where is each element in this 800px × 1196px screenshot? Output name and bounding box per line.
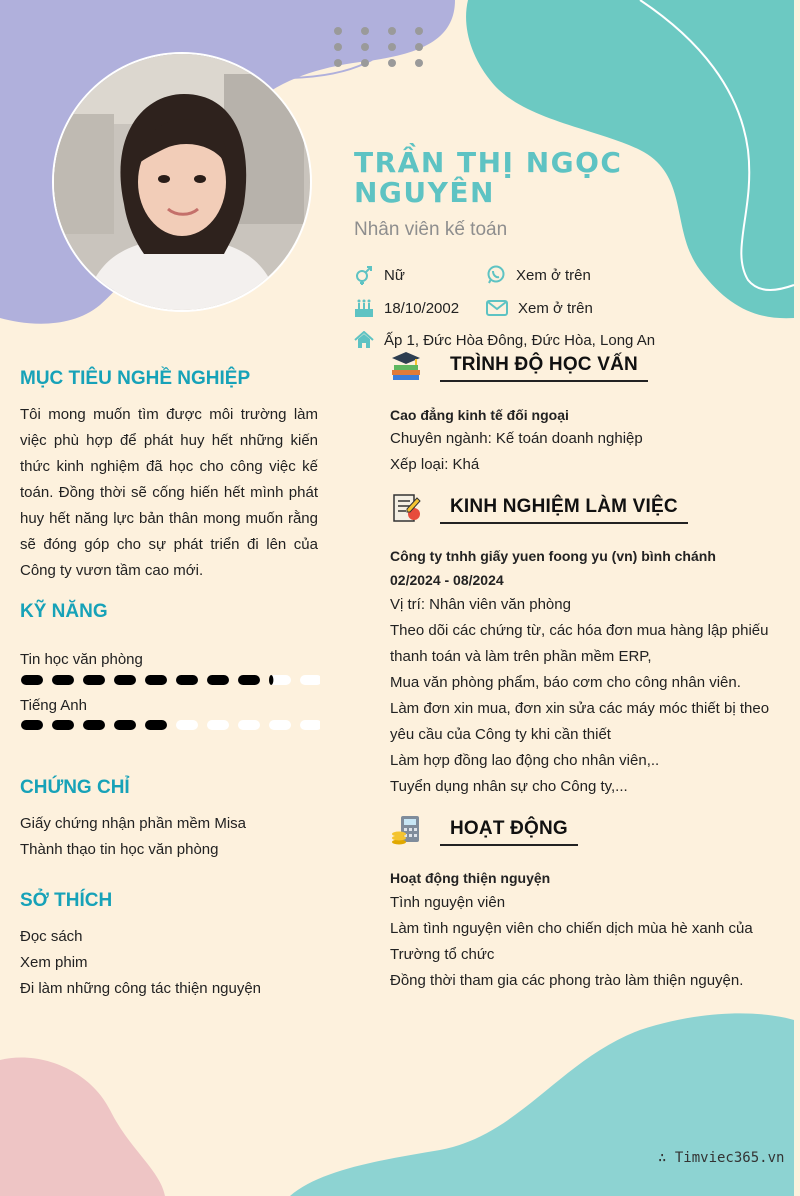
address-text: Ấp 1, Đức Hòa Đông, Đức Hòa, Long An (384, 331, 656, 349)
email-row (486, 298, 593, 318)
activities-header (390, 814, 578, 846)
hobby-item: Xem phim (20, 954, 88, 971)
skill-segment-filled (176, 675, 198, 685)
work-position: Vị trí: Nhân viên văn phòng (390, 596, 571, 613)
home-icon (354, 331, 374, 349)
activity-line: Làm tình nguyện viên cho chiến dịch mùa hè xanh của Trường tổ chức (390, 920, 753, 963)
school-name: Cao đẳng kinh tế đối ngoại (390, 407, 569, 423)
skill-segment-empty (176, 720, 198, 730)
experience-header (390, 492, 688, 524)
birthday-cake-icon (354, 298, 374, 318)
profile-photo (52, 52, 312, 312)
hobby-item: Đọc sách (20, 928, 83, 945)
phone-icon (486, 265, 506, 285)
certificates-heading: CHỨNG CHỈ (20, 777, 130, 798)
education-heading: TRÌNH ĐỘ HỌC VẤN (440, 354, 648, 382)
skill-segment-filled (145, 675, 167, 685)
skill-segment-filled (83, 675, 105, 685)
skill-segment-empty (238, 720, 260, 730)
candidate-name: TRẦN THỊ NGỌC NGUYÊN (354, 146, 623, 209)
career-goal-text: Tôi mong muốn tìm được môi trường làm việc phù hợp để phát huy hết những kiến thức kinh nghiệm đã học cho công việc kế toán. Đồng thời sẽ cống hiến hết mình phát huy hết năng lực bản thân mong muốn rằng sẽ đóng góp cho sự phát triển đi lên của Công ty vươn tầm cao mới. (20, 406, 318, 579)
skill-segment-empty (300, 720, 320, 730)
skill-bar-office (20, 673, 320, 687)
skill-bar-english (20, 718, 320, 732)
skills-heading: KỸ NĂNG (20, 601, 108, 622)
duty-item: Mua văn phòng phẩm, báo cơm cho công nhân viên. (390, 674, 741, 691)
hobby-item: Đi làm những công tác thiện nguyện (20, 980, 262, 997)
skill-segment-empty (300, 675, 320, 685)
skill-segment-empty (269, 720, 291, 730)
skill-segment-filled (52, 720, 74, 730)
skill-label-office: Tin học văn phòng (20, 651, 143, 668)
skill-segment-filled (52, 675, 74, 685)
career-goal-heading: MỤC TIÊU NGHỀ NGHIỆP (20, 368, 251, 389)
skill-segment-filled (114, 675, 136, 685)
skill-segment-filled (269, 675, 273, 685)
skill-segment-filled (145, 720, 167, 730)
graduation-books-icon (390, 350, 422, 382)
birthday-text: 18/10/2002 (384, 299, 460, 317)
skill-label-english: Tiếng Anh (20, 697, 87, 714)
email-text: Xem ở trên (518, 299, 593, 317)
phone-text: Xem ở trên (516, 266, 591, 284)
skill-segment-filled (207, 675, 229, 685)
gender-row (354, 265, 405, 285)
company-name: Công ty tnhh giấy yuen foong yu (vn) bình chánh (390, 548, 716, 564)
skill-segment-filled (21, 675, 43, 685)
birthday-row (354, 298, 459, 318)
gender-icon (354, 265, 374, 285)
gender-text: Nữ (384, 266, 405, 284)
hobbies-heading: SỞ THÍCH (20, 890, 113, 911)
duty-item: Theo dõi các chứng từ, các hóa đơn mua hàng lập phiếu thanh toán và làm trên phần mềm ERP, (390, 622, 769, 665)
activities-heading: HOẠT ĐỘNG (440, 818, 578, 846)
certificate-item: Thành thạo tin học văn phòng (20, 841, 219, 858)
work-period: 02/2024 - 08/2024 (390, 572, 504, 588)
job-title: Nhân viên kế toán (354, 219, 508, 240)
duty-item: Làm đơn xin mua, đơn xin sửa các máy móc thiết bị theo yêu cầu của Công ty khi cần thiết (390, 700, 770, 743)
calculator-coins-icon (390, 814, 422, 846)
duty-item: Làm hợp đồng lao động cho nhân viên,.. (390, 752, 660, 769)
certificate-item: Giấy chứng nhận phần mềm Misa (20, 815, 246, 832)
duty-item: Tuyển dụng nhân sự cho Công ty,... (390, 778, 628, 795)
envelope-icon (486, 298, 508, 318)
skill-segment-empty (207, 720, 229, 730)
skill-segment-filled (21, 720, 43, 730)
activity-role: Tình nguyện viên (390, 894, 506, 911)
activity-name: Hoạt động thiện nguyện (390, 870, 551, 886)
work-document-icon (390, 492, 422, 524)
activity-line: Đồng thời tham gia các phong trào làm thiện nguyện. (390, 972, 744, 989)
phone-row (486, 265, 591, 285)
skill-segment-filled (83, 720, 105, 730)
education-header (390, 350, 648, 382)
rank-text: Xếp loại: Khá (390, 456, 480, 473)
major-text: Chuyên ngành: Kế toán doanh nghiệp (390, 430, 643, 447)
footer-brand: ∴ Timviec365.vn (658, 1150, 785, 1166)
address-row (354, 331, 655, 349)
experience-heading: KINH NGHIỆM LÀM VIỆC (440, 496, 688, 524)
skill-segment-filled (114, 720, 136, 730)
skill-segment-filled (238, 675, 260, 685)
